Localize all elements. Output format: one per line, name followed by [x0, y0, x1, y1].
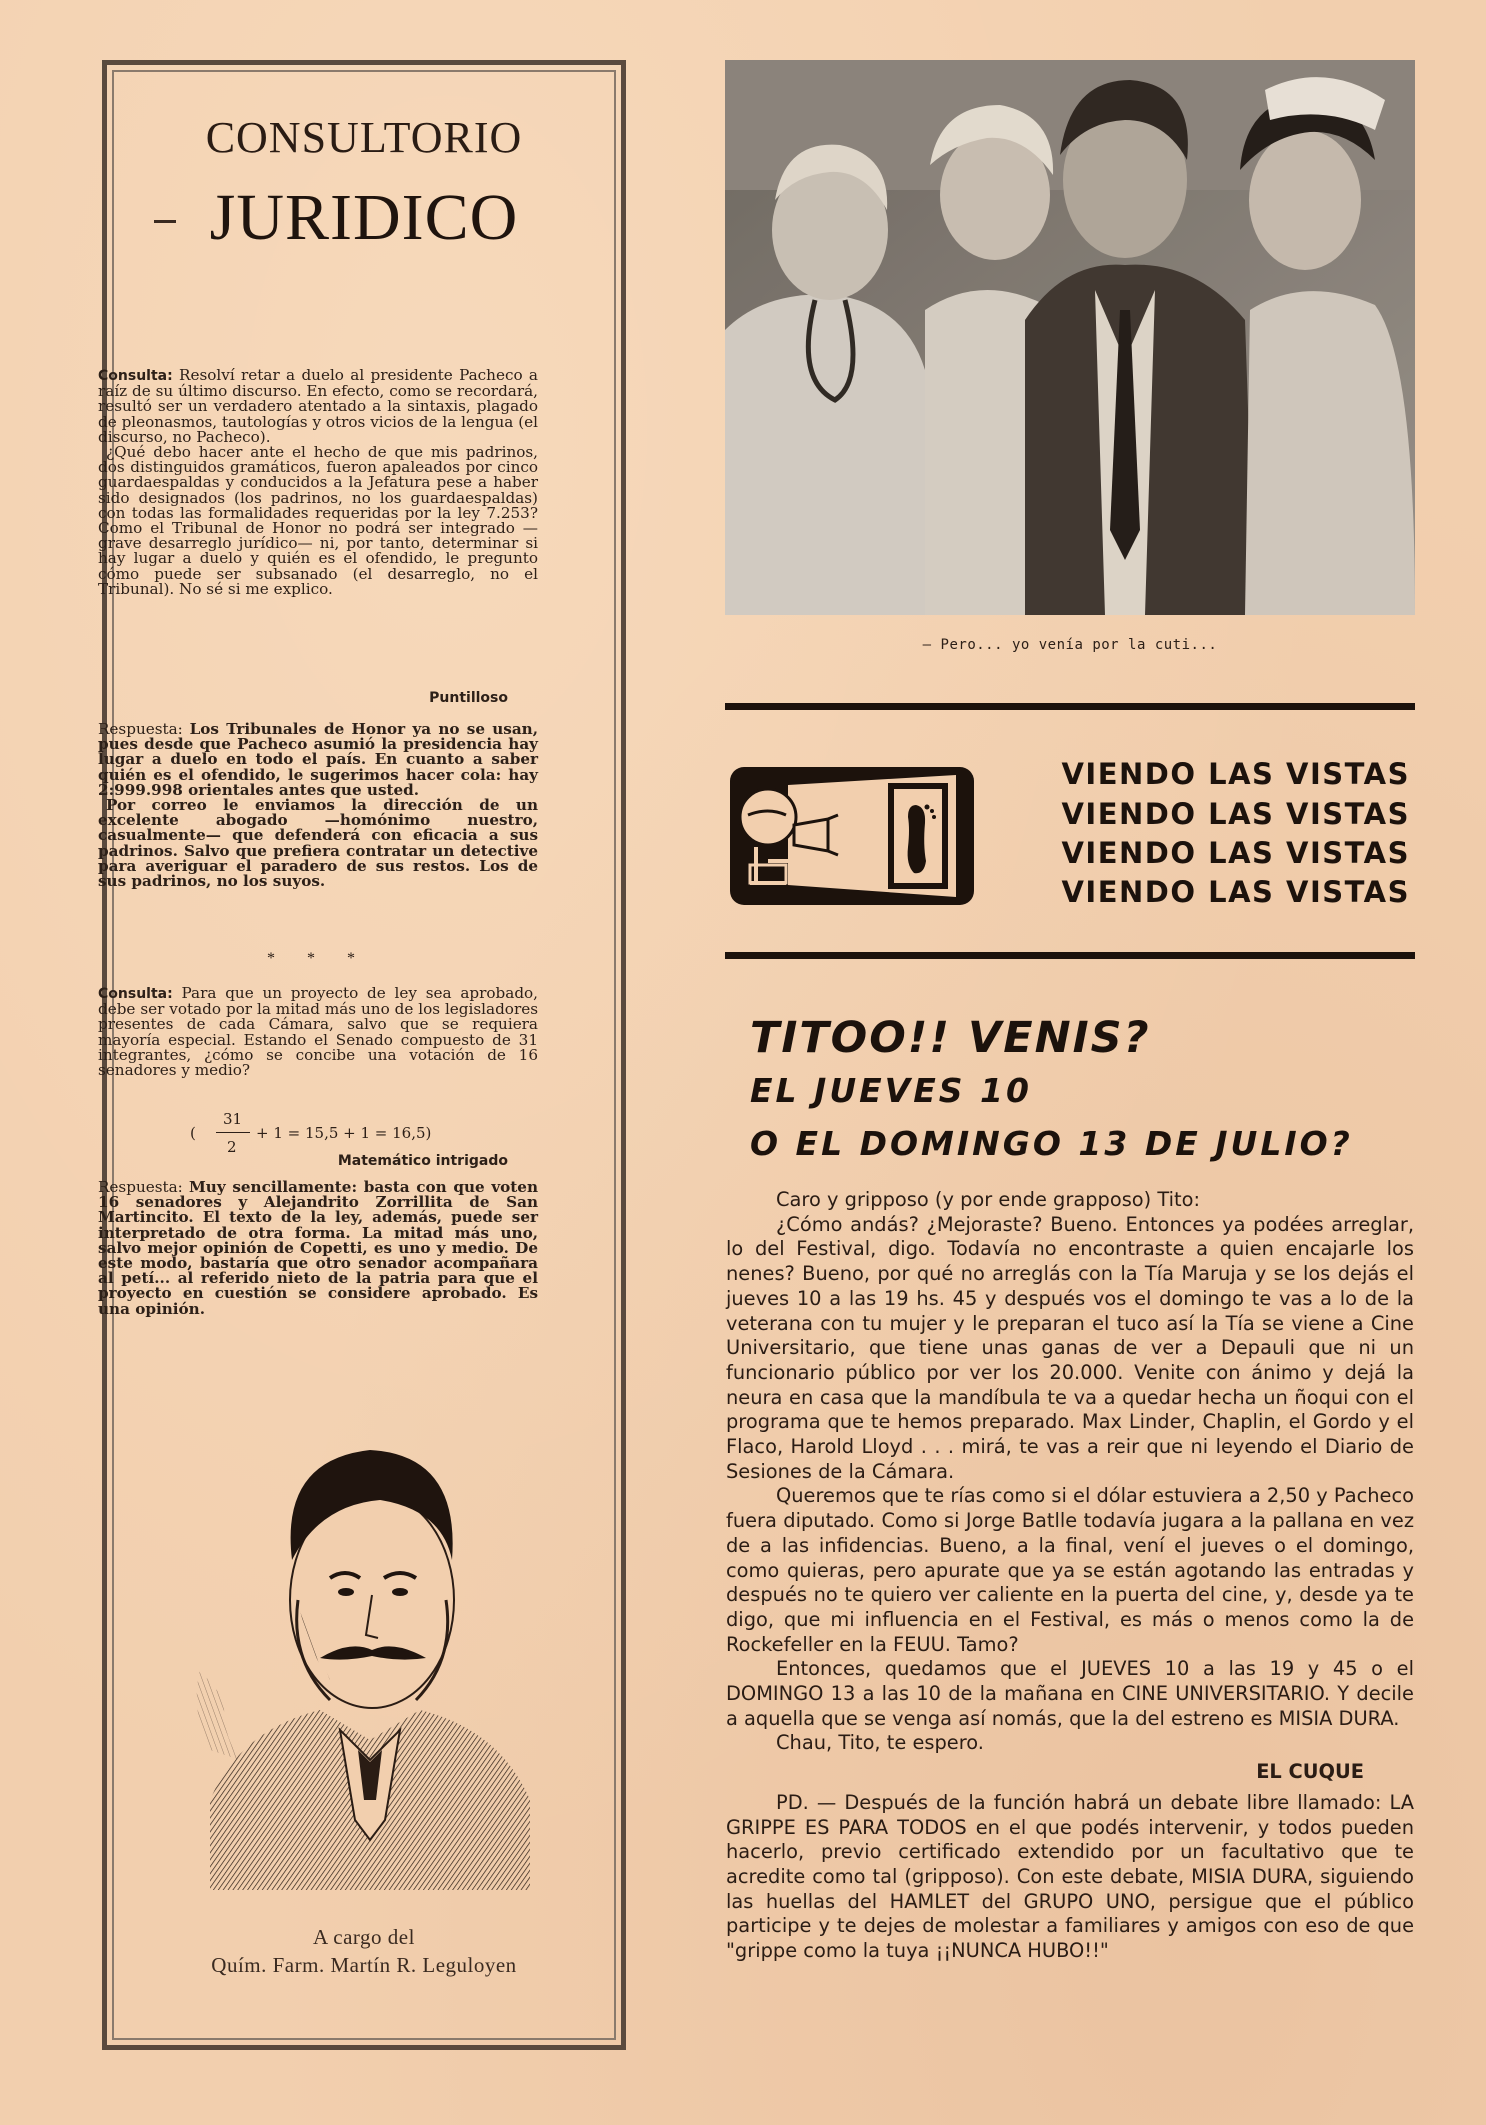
respuesta-1-text: Los Tribunales de Honor ya no se usan, pues desde que Pacheco asumió la presidencia hay lugar a duelo en todo el país. En cuanto a saber quién es el ofendido, le sugerimos hacer cola: hay 2:999.998 orientales antes que usted. [98, 720, 539, 799]
letter-paragraph-2: Queremos que te rías como si el dólar estuviera a 2,50 y Pacheco fuera diputado. Como si Jorge Batlle todavía jugara a la pallana en vez de a las infidencias. Bueno, a la final, vení el jueves o el domingo, como quieras, pero apurate que ya se están agotando las entradas y después no te quiero ver caliente en la puerta del cine, y, desde ya te digo, que mi influencia en el Festival, es más o menos como la de Rockefeller en la FEUU. Tamo? [726, 1484, 1414, 1656]
vistas-line-2: VIENDO LAS VISTAS [1061, 797, 1410, 831]
film-still-photo [725, 60, 1415, 615]
letter-signature: EL CUQUE [1256, 1760, 1364, 1784]
headline-domingo: O EL DOMINGO 13 DE JULIO? [750, 1124, 1353, 1163]
vistas-line-1: VIENDO LAS VISTAS [1061, 757, 1410, 791]
formula-rest: + 1 = 15,5 + 1 = 16,5) [256, 1124, 432, 1142]
caption-author: Quím. Farm. Martín R. Leguloyen [211, 1953, 517, 1977]
formula-denominator: 2 [227, 1138, 237, 1156]
respuesta-2 [98, 1180, 538, 1317]
respuesta-2-text: Muy sencillamente: basta con que voten 16 senadores y Alejandrito Zorrillita de San Martincito. El texto de la ley, además, puede ser interpretado de otra forma. La mitad más uno, salvo mejor opinión de Copetti, es uno y medio. De este modo, bastaría que otro senador acompañara al petí... al referido nieto de la patria para que el proyecto en cuestión se considere aprobado. Es una opinión. [98, 1178, 538, 1318]
bottom-rule [725, 952, 1415, 959]
letter-paragraph-4: Chau, Tito, te espero. [776, 1731, 984, 1755]
caption-a-cargo: A cargo del [313, 1925, 415, 1949]
consulta-2-label: Consulta: [98, 986, 173, 1002]
formula-paren: ( [190, 1124, 196, 1142]
letter-paragraph-1: ¿Cómo andás? ¿Mejoraste? Bueno. Entonces ya podées arreglar, lo del Festival, digo. Todavía no encontraste a quien encajarle los nenes? Bueno, por qué no arreglás con la Tía Maruja y se los dejás el jueves 10 a las 19 hs. 45 y después vos el domingo te vas a lo de la veterana con tu mujer y le preparan el tuco así la Tía se viene a Cine Universitario, que tiene unas ganas de ver a Depauli que ni un funcionario público por ver los 20.000. Venite con ánimo y dejá la neura en casa que la mandíbula te va a quedar hecha un ñoqui con el programa que te hemos preparado. Max Linder, Chaplin, el Gordo y el Flaco, Harold Lloyd . . . mirá, te vas a reir que ni leyendo el Diario de Sesiones de la Cámara. [726, 1212, 1414, 1483]
consulta-1-signature: Puntilloso [429, 690, 508, 706]
respuesta-2-label: Respuesta: [98, 1178, 183, 1196]
vistas-line-4: VIENDO LAS VISTAS [1061, 875, 1410, 909]
consulta-2-signature: Matemático intrigado [337, 1153, 508, 1169]
consulta-2 [98, 986, 538, 1078]
headline-jueves: EL JUEVES 10 [750, 1071, 1032, 1110]
top-rule [725, 703, 1415, 710]
formula-numerator: 31 [223, 1110, 243, 1128]
letter-paragraph-3: Entonces, quedamos que el JUEVES 10 a las 19 y 45 o el DOMINGO 13 a las 10 de la mañana en CINE UNIVERSITARIO. Y decile a aquella que se venga así nomás, que la del estreno es MISIA DURA. [726, 1657, 1414, 1730]
consulta-2-text: Para que un proyecto de ley sea aprobado, debe ser votado por la mitad más uno de los legisladores presentes de cada Cámara, salvo que se requiera mayoría especial. Estando el Senado compuesto de 31 integrantes, ¿cómo se concibe una votación de 16 senadores y medio? [98, 984, 539, 1080]
portrait-engraving [180, 1400, 560, 1890]
juridico-title: JURIDICO [102, 180, 626, 256]
formula [190, 1110, 550, 1156]
consulta-1-text: Resolví retar a duelo al presidente Pacheco a raíz de su último discurso. En efecto, como se recordará, resultó ser un verdadero atentado a la sintaxis, plagado de pleonasmos, tautologías y otros vicios de la lengua (el discurso, no Pacheco). [98, 366, 538, 446]
letter-greeting: Caro y gripposo (y por ende grapposo) Tito: [776, 1188, 1201, 1211]
section-separator: * * * [267, 950, 369, 967]
respuesta-1-text-2: Por correo le enviamos la dirección de un excelente abogado —homónimo nuestro, casualmente— que defenderá con eficacia a sus padrinos. Salvo que prefiera contratar un detective para averiguar el paradero de sus restos. Los de sus padrinos, no los suyos. [98, 796, 538, 891]
consulta-1-text-2: ¿Qué debo hacer ante el hecho de que mis padrinos, dos distinguidos gramáticos, fueron apaleados por cinco guardaespaldas y conducidos a la Jefatura pese a haber sido designados (los padrinos, no los guardaespaldas) con todas las formalidades requeridas por la ley 7.253? Como el Tribunal de Honor no podrá ser integrado —grave desarreglo jurídico— ni, por tanto, determinar si hay lugar a duelo y quién es el ofendido, le pregunto cómo puede ser subsanado (el desarreglo, no el Tribunal). No sé si me explico. [98, 443, 538, 598]
consultorio-title: CONSULTORIO [205, 113, 523, 162]
consulta-1 [98, 368, 538, 597]
projector-logo [728, 765, 976, 907]
fraction-bar [216, 1132, 250, 1133]
letter-body [726, 1188, 1414, 1964]
headline-titoo: TITOO!! VENIS? [750, 1013, 1151, 1063]
vistas-line-3: VIENDO LAS VISTAS [1061, 836, 1410, 870]
photo-caption: — Pero... yo venía por la cuti... [922, 637, 1218, 653]
respuesta-1 [98, 722, 538, 889]
letter-postscript: PD. — Después de la función habrá un debate libre llamado: LA GRIPPE ES PARA TODOS en el que podés intervenir, y todos pueden hacerlo, previo certificado extendido por un facultativo que te acredite como tal (gripposo). Con este debate, MISIA DURA, siguiendo las huellas del HAMLET del GRUPO UNO, persigue que el público participe y te dejes de molestar a familiares y amigos con eso de que "grippe como la tuya ¡¡NUNCA HUBO!!" [726, 1790, 1414, 1963]
consulta-1-label: Consulta: [98, 368, 173, 384]
respuesta-1-label: Respuesta: [98, 720, 183, 738]
